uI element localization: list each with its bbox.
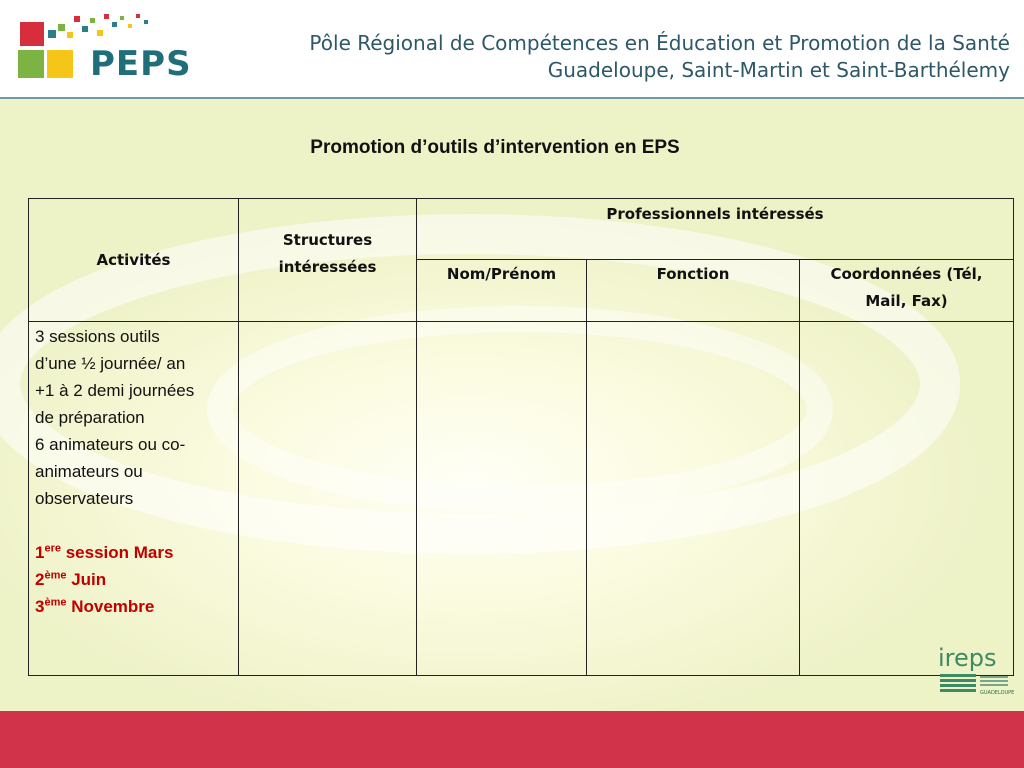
header-professionnels: Professionnels intéressés [606,205,824,223]
header [0,0,1024,97]
cell-nom-prenom [417,322,587,676]
activity-line: d’une ½ journée/ an [35,354,186,373]
header-coordonnees-line1: Coordonnées (Tél, [830,265,983,283]
header-cell-activites [29,199,239,322]
ireps-logo-mark [936,648,1016,698]
table-header-row [29,199,1014,260]
ireps-logo-text: ireps [938,644,997,672]
spacer [35,512,234,539]
activity-line: observateurs [35,489,134,508]
header-coordonnees-line2: Mail, Fax) [865,292,948,310]
activity-description [29,323,238,620]
peps-logo-text: PEPS [90,44,192,84]
activity-line: +1 à 2 demi journées [35,381,195,400]
table-row [29,322,1014,676]
peps-logo [18,10,218,82]
document-title: Promotion d’outils d’intervention en EPS [310,137,680,158]
header-activites: Activités [96,250,171,269]
header-cell-structures [239,199,417,322]
cell-fonction [587,322,800,676]
cell-activites [29,322,239,676]
header-cell-fonction [587,260,800,322]
ireps-logo [936,644,1016,698]
cell-structures [239,322,417,676]
activity-line: 6 animateurs ou co- [35,435,186,454]
activity-line: 3 sessions outils [35,327,160,346]
header-cell-nom-prenom [417,260,587,322]
interest-table [28,198,1014,676]
header-nom-prenom: Nom/Prénom [446,265,557,283]
activity-line: animateurs ou [35,462,143,481]
ireps-logo-subtext: GUADELOUPE [980,690,1015,696]
header-cell-coordonnees [800,260,1014,322]
header-fonction: Fonction [656,265,730,283]
activity-line: de préparation [35,408,145,427]
session-item: 1ere session Mars [35,542,174,562]
header-structures-line1: Structures [282,231,373,249]
organization-title-line1: Pôle Régional de Compétences en Éducation et Promotion de la Santé [309,31,1010,55]
session-item: 3ème Novembre [35,596,155,616]
header-cell-professionnels [417,199,1014,260]
header-structures-line2: intéressées [278,258,377,276]
organization-title [309,30,1010,84]
cell-coordonnees [800,322,1014,676]
session-item: 2ème Juin [35,569,107,589]
organization-title-line2: Guadeloupe, Saint-Martin et Saint-Barthélemy [547,58,1010,82]
footer-band [0,711,1024,768]
